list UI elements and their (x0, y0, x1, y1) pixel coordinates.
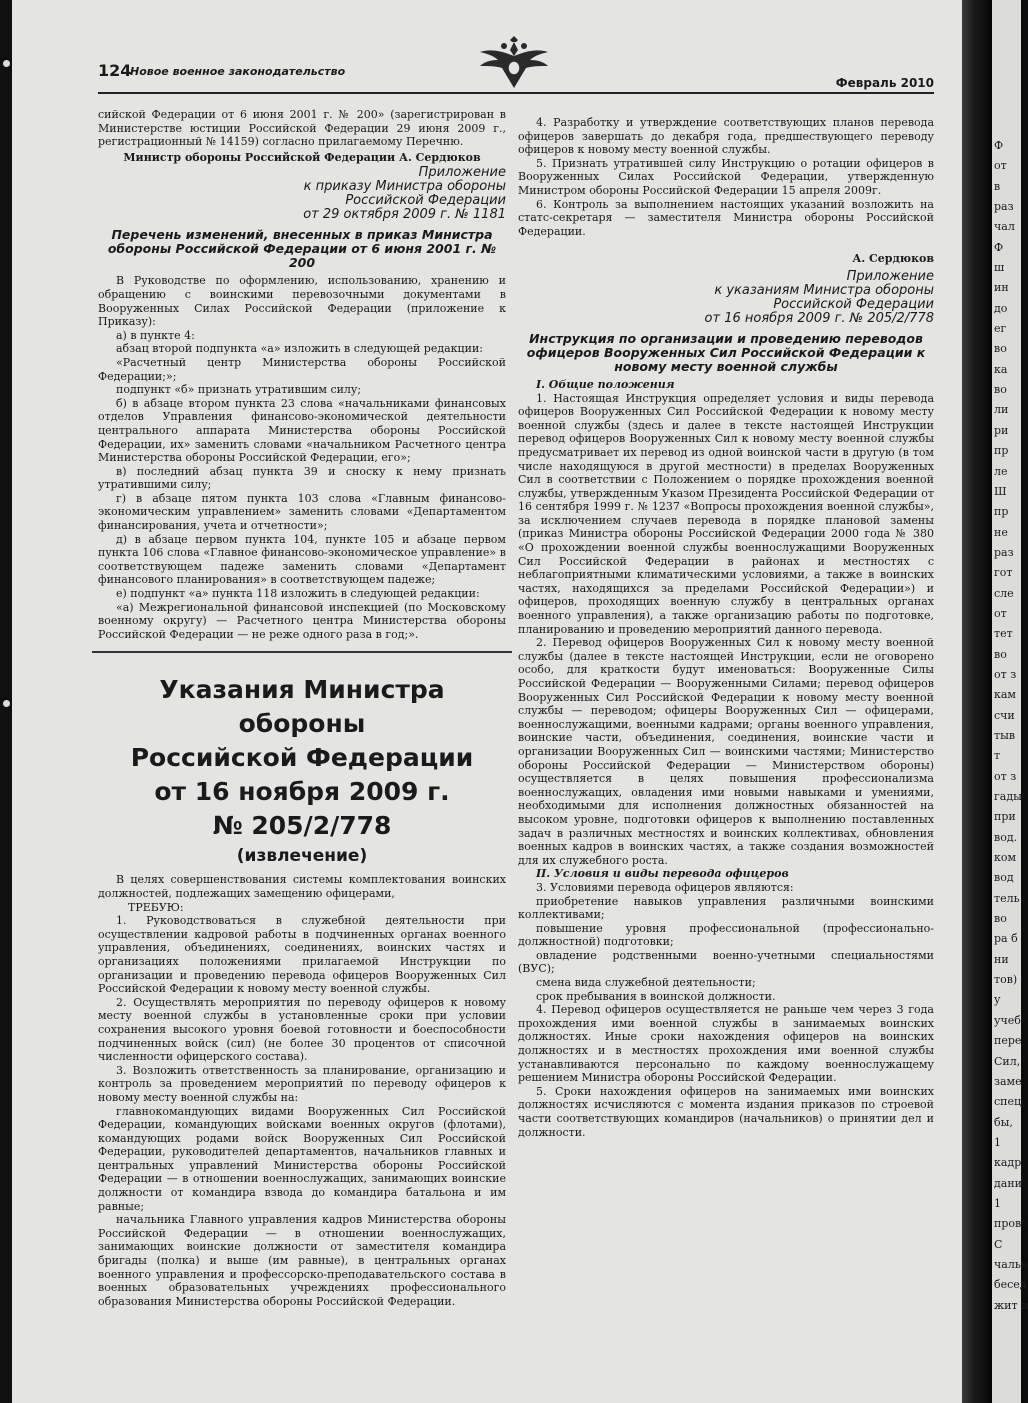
paragraph: 6. Контроль за выполнением настоящих указаний возложить на статс-секретаря — заместителя Министра обороны Российской Федерации. (518, 197, 934, 238)
appendix-line: Приложение (418, 165, 506, 181)
list-title: Перечень изменений, внесенных в приказ Министра обороны Российской Федерации от 6 июня 2001 г. № 200 (107, 227, 497, 271)
paragraph: д) в абзаце первом пункта 104, пункте 105 и абзаце первом пункта 106 слова «Главное финансово-экономическое управление» в соответствующем падеже заменить словами «Департамент финансового планирования» в соответствующем падеже; (98, 532, 506, 587)
headline-line: Российской Федерации (130, 743, 474, 773)
next-page-fragment: ег (994, 322, 1007, 335)
paragraph: «а) Межрегиональной финансовой инспекцией (по Московскому военному округу) — Расчетного центра Министерства обороны Российской Федерации — не реже одного раза в год;». (98, 600, 506, 641)
paragraph: приобретение навыков управления различными воинскими коллективами; (518, 894, 934, 922)
next-page-fragment: тет (994, 627, 1013, 640)
next-page-fragment: тов) (994, 973, 1018, 986)
orders-intro: В целях совершенствования системы комплектования воинских должностей, подлежащих замещению офицерами, (98, 873, 506, 900)
paragraph: абзац второй подпункта «а» изложить в следующей редакции: (116, 342, 483, 356)
intro-paragraph: сийской Федерации от 6 июня 2001 г. № 200» (зарегистрирован в Министерстве юстиции Российской Федерации 29 июня 2009 г., регистрационный № 14159) согласно прилагаемому Перечню. (98, 108, 506, 149)
next-page-fragment: пр (994, 505, 1009, 518)
next-page-fragment: гот (994, 566, 1013, 579)
order-item: 2. Осуществлять мероприятия по переводу офицеров к новому месту военной службы в установленные сроки при условии сохранения высокого уровня боевой готовности и боеспособности подчиненных войск (сил) (не более 30 процентов от списочной численности офицерского состава). (98, 995, 506, 1064)
order-item: главнокомандующих видами Вооруженных Сил Российской Федерации, командующих войсками военных округов (флотами), командующих родами войск Вооруженных Сил Российской Федерации, руководителей департаментов, начальников главных и центральных управлений Министерства обороны Российской Федерации — в отношении военнослужащих, занимающих воинские должности от командира взвода до командира батальона и им равные; (98, 1104, 506, 1213)
next-page-fragment: ка (994, 363, 1008, 376)
next-page-fragment: бы, (994, 1116, 1013, 1129)
next-page-fragment: от (994, 607, 1007, 620)
headline-line: № 205/2/778 (212, 811, 392, 841)
next-page-fragment: С (994, 1238, 1003, 1251)
next-page-fragment: от з (994, 668, 1017, 681)
next-page-fragment: ком (994, 851, 1017, 864)
next-page-edge (992, 0, 1028, 1403)
paragraph: повышение уровня профессиональной (профессионально-должностной) подготовки; (518, 921, 934, 949)
binding-edge (0, 0, 12, 1403)
right-column (518, 116, 934, 1139)
next-page-fragment: пр (994, 444, 1009, 457)
next-page-fragment: во (994, 342, 1007, 355)
next-page-fragment: тель (994, 892, 1020, 905)
next-page-fragment: ш (994, 261, 1005, 274)
next-page-fragment: вод. (994, 831, 1018, 844)
next-page-fragment: тыв (994, 729, 1016, 742)
next-page-fragment: Сил, (994, 1055, 1021, 1068)
order-item: 3. Возложить ответственность за планирование, организацию и контроль за проведением мероприятий по переводу офицеров к новому месту военной службы на: (98, 1063, 506, 1104)
paragraph: 4. Разработку и утверждение соответствующих планов перевода офицеров завершать до декабря года, предшествующего переводу офицеров к новому месту военной службы. (518, 116, 934, 157)
paragraph: в) последний абзац пункта 39 и сноску к нему признать утратившими силу; (98, 464, 506, 492)
section-divider (92, 651, 512, 653)
next-page-fragment: т (994, 749, 1001, 762)
next-page-fragment: кам (994, 688, 1016, 701)
next-page-fragment: чал (994, 220, 1015, 233)
next-page-fragment: гады (994, 790, 1022, 803)
appendix-block (98, 166, 506, 222)
binding-hole (3, 700, 10, 707)
appendix-block (518, 270, 934, 326)
next-page-fragment: Ф (994, 139, 1004, 152)
paragraph: смена вида служебной деятельности; (536, 976, 756, 990)
headline-line: от 16 ноября 2009 г. (154, 777, 450, 807)
next-page-fragment: ли (994, 403, 1009, 416)
next-page-fragment: пере (994, 1034, 1022, 1047)
next-page-fragment: до (994, 302, 1008, 315)
paragraph: 1. Настоящая Инструкция определяет условия и виды перевода офицеров Вооруженных Сил Российской Федерации к новому месту военной службы (здесь и далее в тексте настоящей Инструкции перевод офицеров Вооруженных Сил к новому месту военной службы предусматривает их перевод из одной воинской части в другую (в том числе находящуюся в другой местности) в пределах Вооруженных Сил в соответствии с Положением о порядке прохождения военной службы, утвержденным Указом Президента Российской Федерации от 16 сентября 1999 г. № 1237 «Вопросы прохождения военной службы», за исключением случаев перевода в порядке плановой замены (приказ Министра обороны Российской Федерации 2000 года № 380 «О прохождении военной службы военнослужащими Вооруженных Сил Российской Федерации в районах и местностях с неблагоприятными климатическими условиями, а также в воинских частях, находящихся за пределами Российской Федерации») и офицеров, проходящих военную службу в центральных органах военного управления), а также организацию работы по подготовке, планированию и проведению мероприятий данного перевода. (518, 391, 934, 636)
next-page-fragment: кадр (994, 1156, 1022, 1169)
next-page-fragment: ра б (994, 932, 1018, 945)
paragraph: «Расчетный центр Министерства обороны Российской Федерации;»; (98, 355, 506, 383)
next-page-fragment: бесед (994, 1278, 1027, 1291)
appendix-line: от 16 ноября 2009 г. № 205/2/778 (704, 310, 934, 326)
appendix-line: от 29 октября 2009 г. № 1181 (303, 207, 506, 223)
next-page-fragment: в (994, 180, 1001, 193)
page-gutter-shadow (962, 0, 992, 1403)
next-page-fragment: от (994, 159, 1007, 172)
next-page-fragment: ле (994, 465, 1008, 478)
journal-title: Новое военное законодательство (130, 65, 346, 78)
paragraph: 5. Признать утратившей силу Инструкцию о ротации офицеров в Вооруженных Силах Российской Федерации, утвержденную Министром обороны Российской Федерации 15 апреля 2009г. (518, 156, 934, 197)
double-headed-eagle-icon (478, 34, 550, 90)
paragraph: 3. Условиями перевода офицеров являются: (536, 880, 794, 894)
next-page-fragment: ни (994, 953, 1009, 966)
headline-line: Указания Министра обороны (159, 675, 445, 739)
next-page-fragment: ри (994, 424, 1009, 437)
headline (98, 673, 506, 843)
appendix-line: Российской Федерации (345, 193, 506, 209)
next-page-fragment: сле (994, 587, 1014, 600)
next-page-fragment: заме (994, 1075, 1022, 1088)
paragraph: подпункт «б» признать утратившим силу; (116, 383, 362, 397)
appendix-line: к указаниям Министра обороны (714, 282, 934, 298)
appendix-line: Приложение (846, 268, 934, 284)
next-page-fragment: жит п (994, 1299, 1028, 1312)
next-page-fragment: у (994, 993, 1001, 1006)
next-page-fragment: во (994, 912, 1007, 925)
paragraph: 5. Сроки нахождения офицеров на занимаемых ими воинских должностях исчисляются с момента издания приказов по строевой части соответствующих командиров (начальников) о принятии дел и должности. (518, 1084, 934, 1139)
section-heading: II. Условия и виды перевода офицеров (536, 867, 789, 881)
binding-hole (3, 60, 10, 67)
paragraph: 4. Перевод офицеров осуществляется не раньше чем через 3 года прохождения ими военной службы в занимаемых воинских должностях. Иные сроки нахождения офицеров на воинских должностях и в местностях прохождения ими военной службы устанавливаются персонально по каждому военнослужащему решением Министра обороны Российской Федерации. (518, 1003, 934, 1085)
appendix-line: к приказу Министра обороны (303, 179, 506, 195)
paragraph: е) подпункт «а» пункта 118 изложить в следующей редакции: (116, 587, 480, 601)
paragraph: овладение родственными военно-учетными специальностями (ВУС); (518, 948, 934, 976)
demand-word: ТРЕБУЮ: (128, 900, 184, 914)
next-page-fragment: ин (994, 281, 1009, 294)
paragraph: а) в пункте 4: (116, 328, 195, 342)
next-page-fragment: дани (994, 1177, 1022, 1190)
paragraph: г) в абзаце пятом пункта 103 слова «Главным финансово-экономическим управлением» заменить словами «Департаментом финансирования, учета и отчетности»; (98, 491, 506, 533)
headline-subtitle: (извлечение) (236, 846, 368, 867)
left-column (98, 108, 506, 1308)
order-item: 1. Руководствоваться в служебной деятельности при осуществлении кадровой работы в подчиненных органах военного управления, объединениях, соединениях, воинских частях и организациях положениями прилагаемой Инструкции по организации и проведению перевода офицеров Вооруженных Сил Российской Федерации к новому месту военной службы. (98, 914, 506, 996)
next-page-fragment: во (994, 648, 1007, 661)
paragraph: срок пребывания в воинской должности. (536, 989, 776, 1003)
next-page-fragment: при (994, 810, 1016, 823)
next-page-fragment: во (994, 383, 1007, 396)
next-page-fragment: 1 (994, 1136, 1001, 1149)
paragraph: б) в абзаце втором пункта 23 слова «начальниками финансовых отделов Управления финансово-экономической деятельности центрального аппарата Министерства обороны Российской Федерации, их» заменить словами «начальником Расчетного центра Министерства обороны Российской Федерации, его»; (98, 396, 506, 465)
next-page-fragment: вод (994, 871, 1014, 884)
signature-line: А. Сердюков (852, 252, 934, 266)
next-page-fragment: раз (994, 546, 1014, 559)
next-page-fragment: от з (994, 770, 1017, 783)
next-page-fragment: спец (994, 1095, 1022, 1108)
next-page-fragment: счи (994, 709, 1015, 722)
paragraph: 2. Перевод офицеров Вооруженных Сил к новому месту военной службы (далее в тексте настоящей Инструкции, если не оговорено особо, для краткости будут именоваться: Вооруженные Силы Российской Федерации — Вооруженными Силами; перевод офицеров Вооруженных Сил Российской Федерации к новому месту военной службы — переводом; офицеры Вооруженных Сил — офицерами, военнослужащими, военными кадрами; органы военного управления, воинские части, объединения, соединения, воинские части и организации Вооруженных Сил — воинскими частями; Министерство обороны Российской Федерации — Министерством обороны) осуществляется в целях повышения профессионализма военнослужащих, овладения ими новыми навыками и умениями, необходимыми для исполнения должностных обязанностей на высоком уровне, подготовки офицеров к выполнению поставленных задач в различных местностях и воинских коллективах, обновления военных кадров в воинских частях, а также создания возможностей для их служебного роста. (518, 636, 934, 867)
paragraph: В Руководстве по оформлению, использованию, хранению и обращению с воинскими перевозочными документами в Вооруженных Силах Российской Федерации (приложение к Приказу): (98, 274, 506, 329)
next-page-fragment: раз (994, 200, 1014, 213)
next-page-fragment: Ш (994, 485, 1007, 498)
instruction-title: Инструкция по организации и проведению переводов офицеров Вооруженных Сил Российской Федерации к новому месту военной службы (526, 330, 926, 374)
signature-line: Министр обороны Российской Федерации А. Сердюков (123, 150, 481, 164)
next-page-fragment: учеб (994, 1014, 1021, 1027)
section-heading: I. Общие положения (536, 377, 675, 391)
page-number: 124 (98, 61, 132, 80)
next-page-fragment: чальн (994, 1258, 1028, 1271)
next-page-fragment: прово (994, 1217, 1028, 1230)
next-page-fragment: не (994, 526, 1008, 539)
next-page-fragment: Ф (994, 241, 1004, 254)
issue-date: Февраль 2010 (835, 76, 934, 90)
order-item: начальника Главного управления кадров Министерства обороны Российской Федерации — в отношении военнослужащих, занимающих воинские должности от заместителя командира бригады (полка) и выше (им равные), в центральных органах военного управления и профессорско-преподавательского состава в военных образовательных учреждениях профессионального образования Министерства обороны Российской Федерации. (98, 1213, 506, 1308)
next-page-fragment: 1 (994, 1197, 1001, 1210)
appendix-line: Российской Федерации (773, 296, 934, 312)
page-header (98, 46, 934, 94)
